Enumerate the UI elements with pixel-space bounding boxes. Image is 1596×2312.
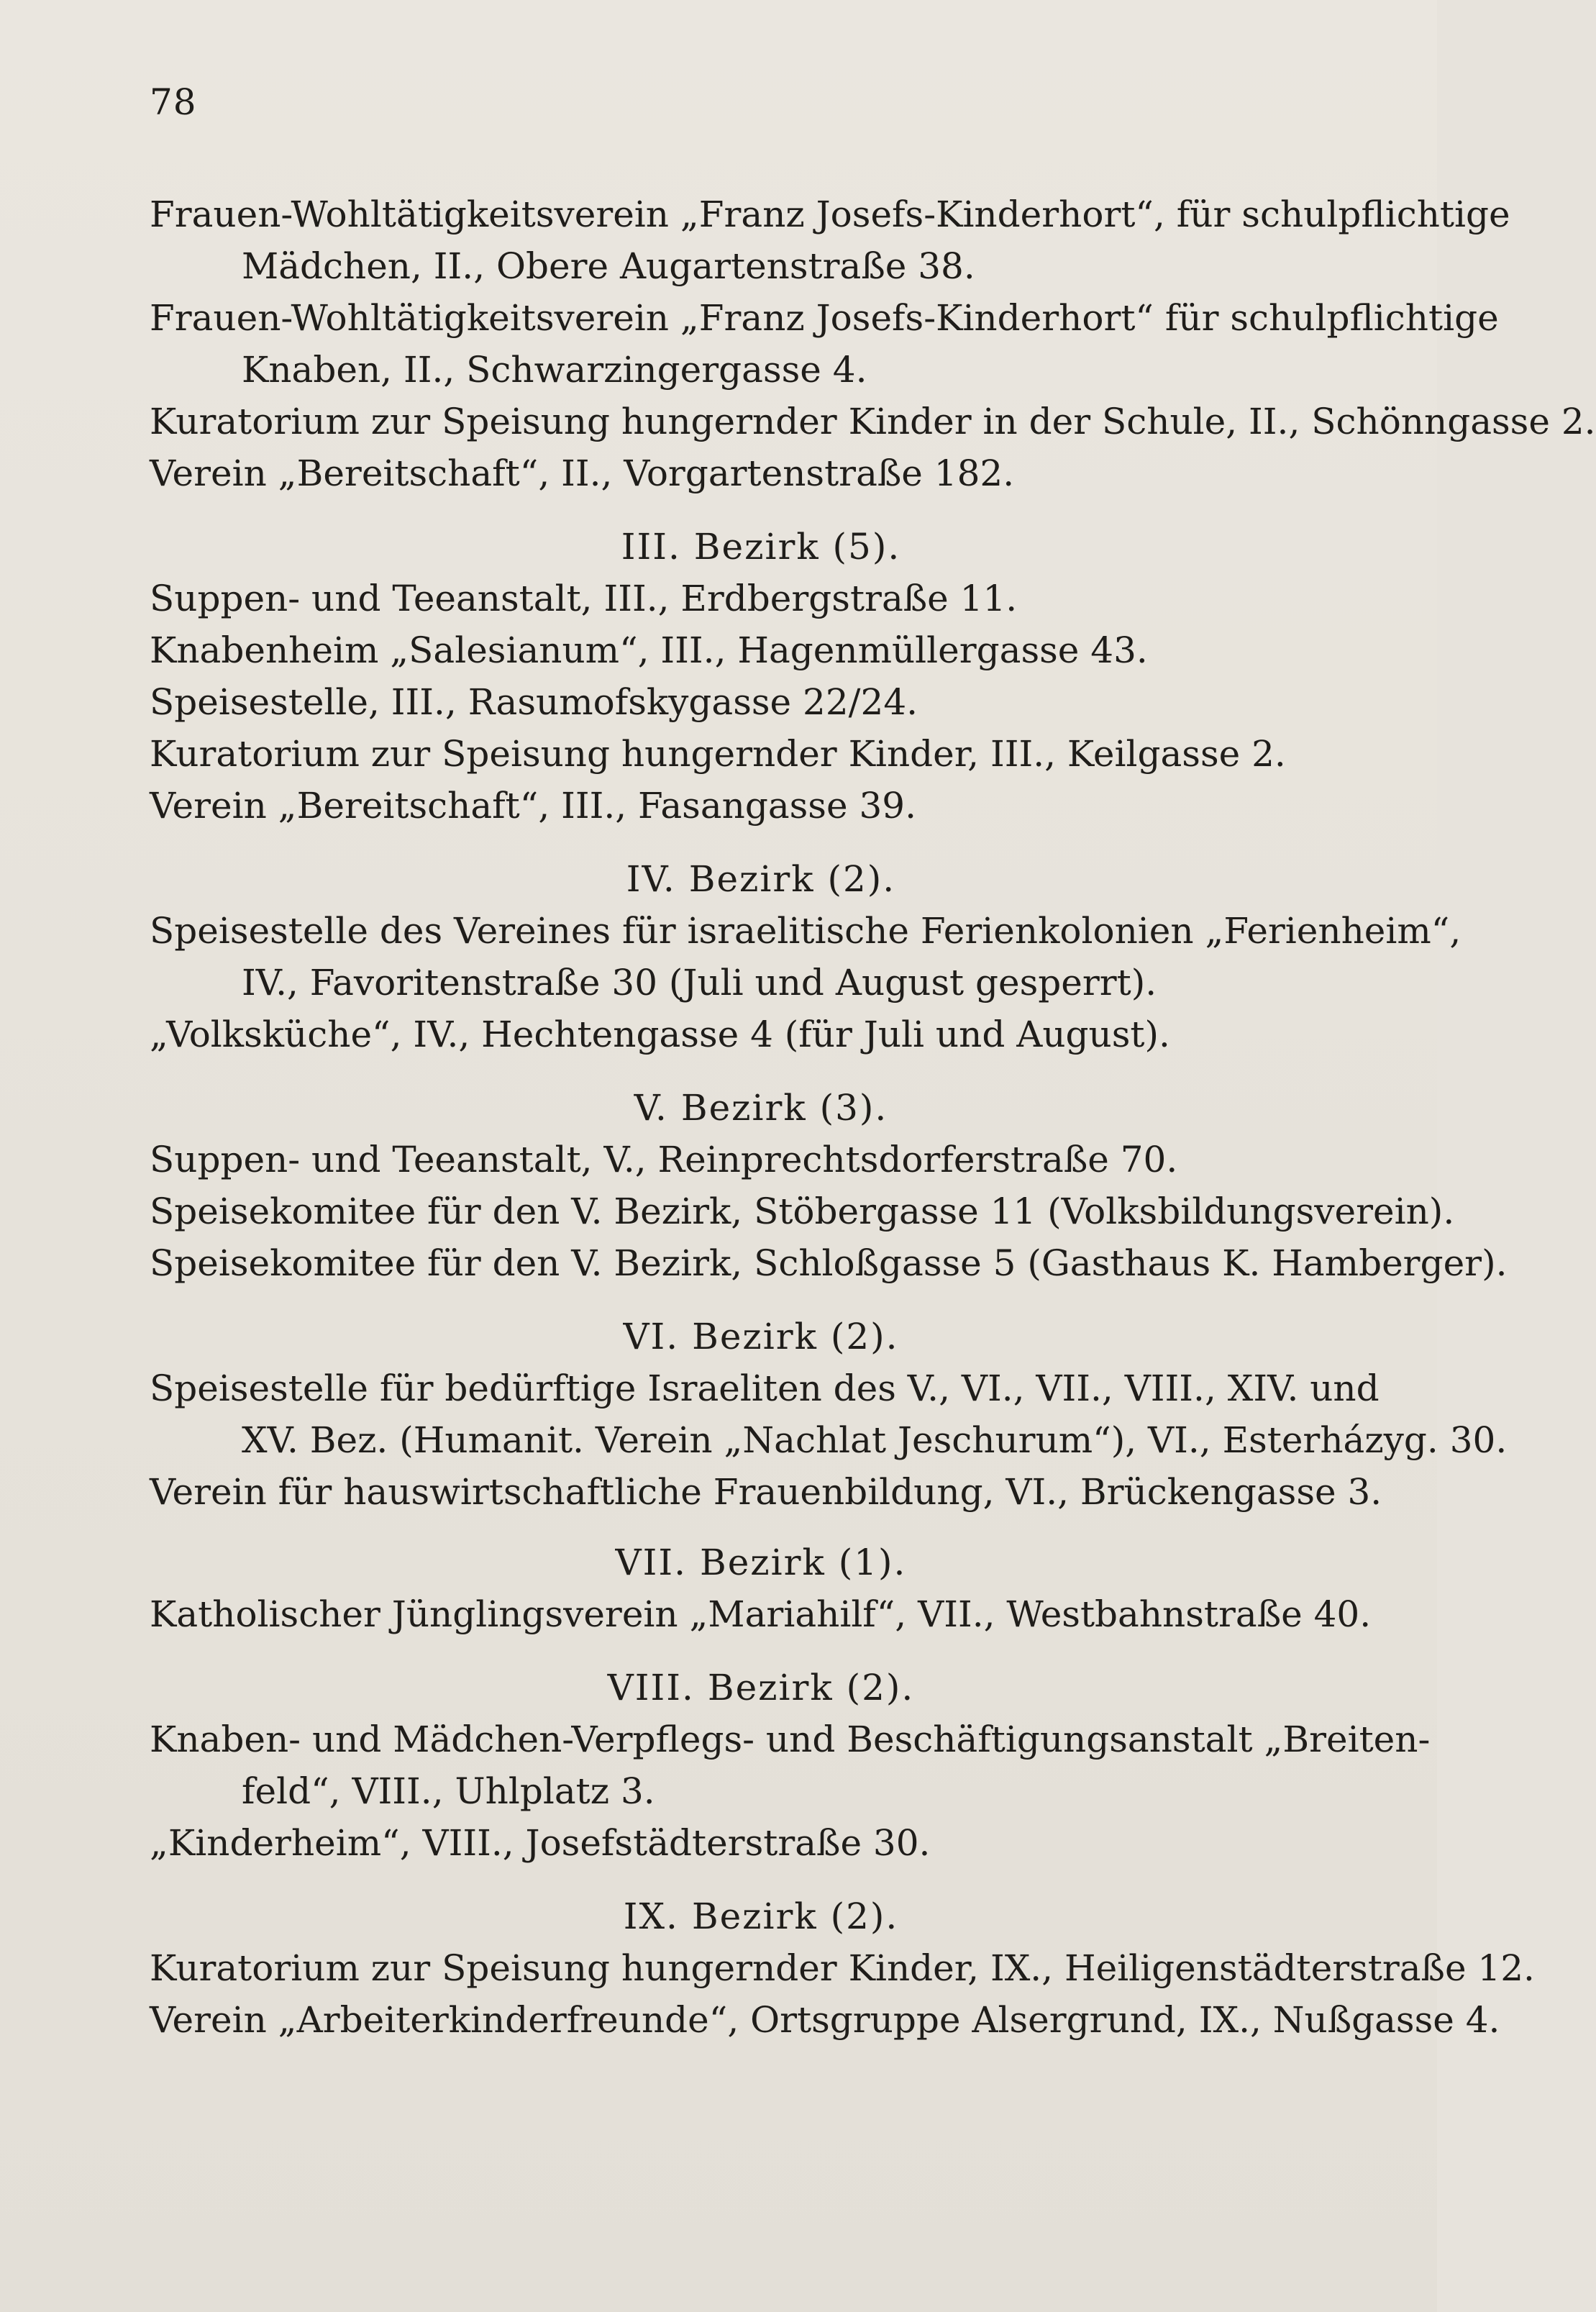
district-heading: VI. Bezirk (2). — [623, 1316, 899, 1357]
entry-line: „Kinderheim“, VIII., Josefstädterstraße 30. — [150, 1822, 931, 1864]
entry-line: Frauen-Wohltätigkeitsverein „Franz Josefs-Kinderhort“ für schulpflichtige — [150, 297, 1499, 339]
entry-line: Speisestelle, III., Rasumofskygasse 22/24. — [150, 681, 918, 723]
entry-line: „Volksküche“, IV., Hechtengasse 4 (für Juli und August). — [150, 1014, 1170, 1055]
entry-line: Verein „Arbeiterkinderfreunde“, Ortsgruppe Alsergrund, IX., Nußgasse 4. — [150, 1999, 1500, 2041]
district-block-iv — [150, 853, 1462, 1060]
entry-line: Suppen- und Teeanstalt, V., Reinprechtsdorferstraße 70. — [150, 1139, 1178, 1180]
entry-line: Kuratorium zur Speisung hungernder Kinder, IX., Heiligenstädterstraße 12. — [150, 1947, 1535, 1989]
district-block-vi — [150, 1311, 1508, 1518]
entry-line-continued: Mädchen, II., Obere Augartenstraße 38. — [242, 245, 975, 287]
district-block-v — [150, 1082, 1508, 1289]
entry-line: Kuratorium zur Speisung hungernder Kinder in der Schule, II., Schönngasse 2. — [150, 401, 1596, 442]
entry-line: Knabenheim „Salesianum“, III., Hagenmüllergasse 43. — [150, 629, 1148, 671]
entry-line-continued: XV. Bez. (Humanit. Verein „Nachlat Jeschurum“), VI., Esterházyg. 30. — [242, 1419, 1508, 1461]
district-block-viii — [150, 1662, 1431, 1869]
entry-line: Suppen- und Teeanstalt, III., Erdbergstraße 11. — [150, 578, 1018, 619]
entry-line: Kuratorium zur Speisung hungernder Kinder, III., Keilgasse 2. — [150, 733, 1286, 775]
district-heading: IV. Bezirk (2). — [626, 858, 896, 900]
district-block-ii — [150, 188, 1596, 499]
district-heading: VII. Bezirk (1). — [615, 1542, 907, 1583]
page-number: 78 — [150, 81, 197, 123]
entry-line: Speisekomitee für den V. Bezirk, Stöbergasse 11 (Volksbildungsverein). — [150, 1191, 1455, 1232]
directory-list — [150, 188, 1596, 2046]
district-heading: V. Bezirk (3). — [634, 1087, 888, 1129]
entry-line: Verein „Bereitschaft“, II., Vorgartenstraße 182. — [150, 452, 1015, 494]
district-block-vii — [150, 1537, 1372, 1640]
entry-line: Katholischer Jünglingsverein „Mariahilf“, VII., Westbahnstraße 40. — [150, 1593, 1372, 1635]
entry-line: Speisestelle des Vereines für israelitische Ferienkolonien „Ferienheim“, — [150, 910, 1462, 952]
entry-line-continued: feld“, VIII., Uhlplatz 3. — [242, 1770, 655, 1812]
district-heading: III. Bezirk (5). — [621, 526, 901, 568]
entry-line: Verein für hauswirtschaftliche Frauenbildung, VI., Brückengasse 3. — [150, 1471, 1382, 1513]
entry-line: Verein „Bereitschaft“, III., Fasangasse 39. — [150, 785, 916, 827]
entry-line-continued: IV., Favoritenstraße 30 (Juli und August gesperrt). — [242, 962, 1157, 1003]
district-block-iii — [150, 521, 1372, 832]
entry-line: Speisekomitee für den V. Bezirk, Schloßgasse 5 (Gasthaus K. Hamberger). — [150, 1242, 1508, 1284]
district-heading: IX. Bezirk (2). — [623, 1895, 899, 1937]
entry-line-continued: Knaben, II., Schwarzingergasse 4. — [242, 349, 867, 391]
district-heading: VIII. Bezirk (2). — [607, 1667, 915, 1708]
entry-line: Speisestelle für bedürftige Israeliten des V., VI., VII., VIII., XIV. und — [150, 1367, 1380, 1409]
entry-line: Frauen-Wohltätigkeitsverein „Franz Josefs-Kinderhort“, für schulpflichtige — [150, 194, 1510, 235]
district-block-ix — [150, 1890, 1535, 2046]
entry-line: Knaben- und Mädchen-Verpflegs- und Beschäftigungsanstalt „Breiten- — [150, 1719, 1431, 1760]
